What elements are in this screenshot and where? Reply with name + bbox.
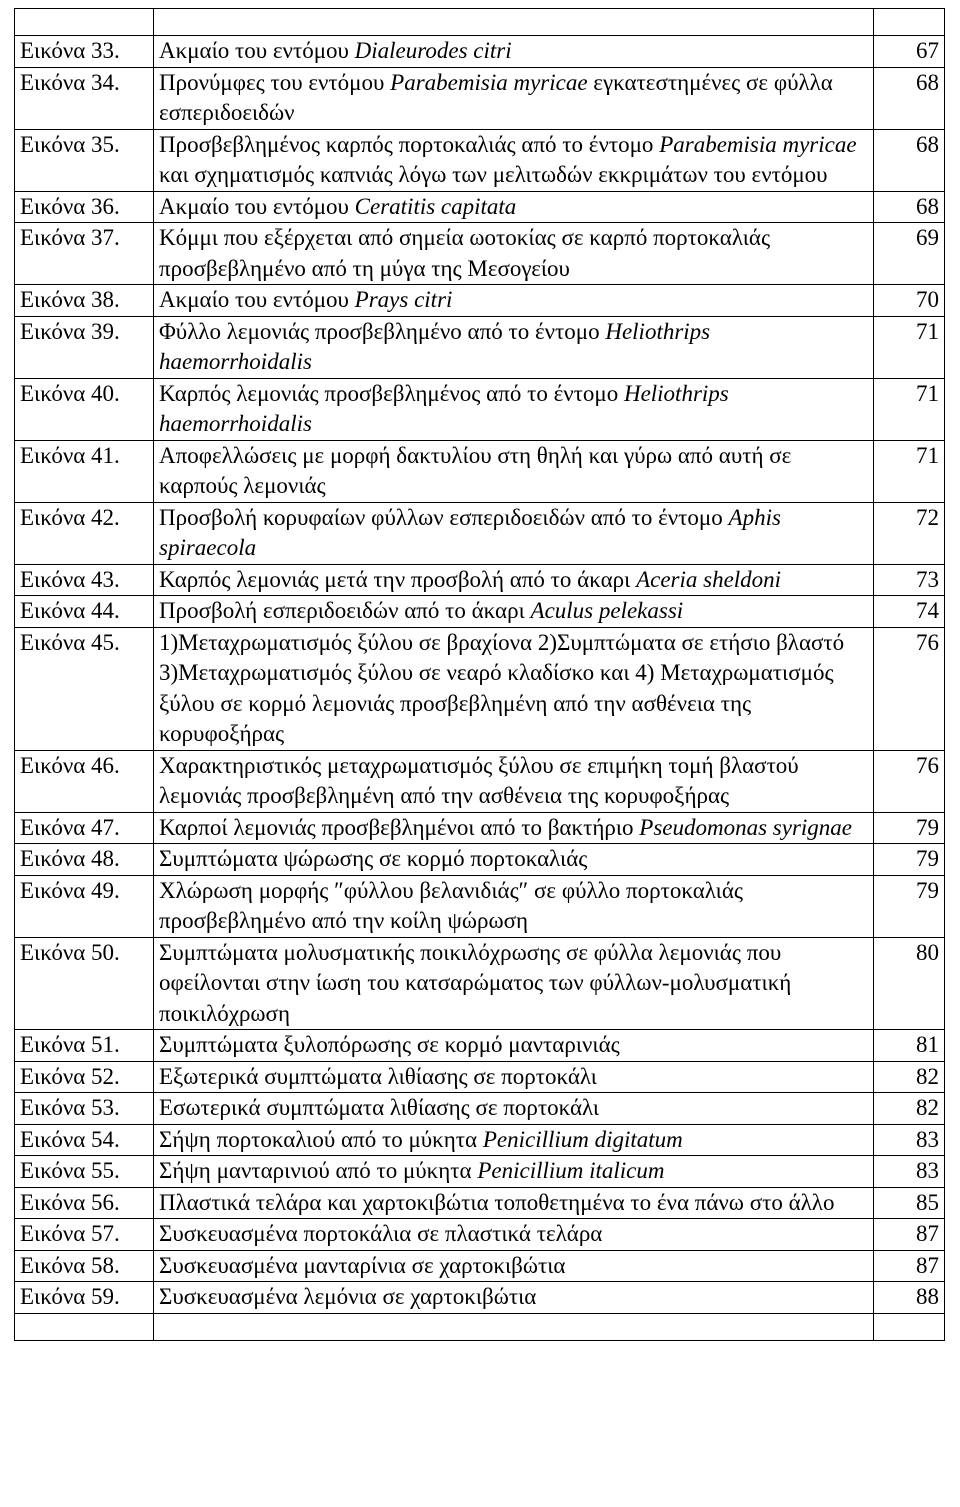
figure-label: Εικόνα 44.	[15, 596, 154, 628]
figure-label: Εικόνα 41.	[15, 440, 154, 502]
caption-text: Συσκευασμένα μανταρίνια σε χαρτοκιβώτια	[159, 1252, 566, 1278]
page-number: 68	[874, 191, 945, 223]
page-number: 67	[874, 36, 945, 68]
figure-label: Εικόνα 39.	[15, 316, 154, 378]
figure-caption	[154, 378, 874, 440]
figure-entry-row	[15, 750, 945, 812]
figure-label: Εικόνα 52.	[15, 1061, 154, 1093]
caption-text: Συσκευασμένα λεμόνια σε χαρτοκιβώτια	[159, 1284, 537, 1309]
caption-text: Χαρακτηριστικός μεταχρωματισμός ξύλου σε επιμήκη τομή βλαστού λεμονιάς προσβεβλημένη από την ασθένεια της κορυφοξήρας	[159, 752, 799, 808]
page-number: 73	[874, 564, 945, 596]
figure-label: Εικόνα 37.	[15, 223, 154, 285]
figure-caption	[154, 223, 874, 285]
caption-text: Προσβεβλημένος καρπός πορτοκαλιάς από το έντομο	[159, 131, 660, 157]
figure-entry-row	[15, 191, 945, 223]
caption-text: Εσωτερικά συμπτώματα λιθίασης σε πορτοκάλι	[159, 1095, 600, 1120]
caption-italic-text: Aceria sheldoni	[636, 566, 782, 592]
page-number: 79	[874, 844, 945, 876]
figure-label: Εικόνα 58.	[15, 1250, 154, 1282]
page-number: 69	[874, 223, 945, 285]
caption-text: 1)Μεταχρωματισμός ξύλου σε βραχίονα 2)Συμπτώματα σε ετήσιο βλαστό 3)Μεταχρωματισμός ξύλου σε νεαρό κλαδίσκο και 4) Μεταχρωματισμός ξύλου σε κορμό λεμονιάς προσβεβλημένη από την ασθένεια της κορυφοξήρας	[159, 629, 845, 746]
figure-caption	[154, 129, 874, 191]
figure-label: Εικόνα 59.	[15, 1282, 154, 1314]
figure-caption	[154, 1061, 874, 1093]
caption-italic-text: Aculus pelekassi	[530, 598, 684, 623]
figure-caption	[154, 750, 874, 812]
list-of-figures-table	[14, 8, 945, 1341]
page-number: 82	[874, 1093, 945, 1125]
figure-caption	[154, 844, 874, 876]
page-number: 83	[874, 1156, 945, 1188]
figure-label: Εικόνα 38.	[15, 285, 154, 317]
figure-label: Εικόνα 40.	[15, 378, 154, 440]
figure-label: Εικόνα 46.	[15, 750, 154, 812]
page-number: 70	[874, 285, 945, 317]
figure-entry-row	[15, 129, 945, 191]
page-number: 81	[874, 1030, 945, 1062]
figure-entry-row	[15, 875, 945, 937]
figure-entry-row	[15, 502, 945, 564]
figure-label: Εικόνα 43.	[15, 564, 154, 596]
figure-label: Εικόνα 50.	[15, 937, 154, 1030]
page-number: 88	[874, 1282, 945, 1314]
figure-caption	[154, 1030, 874, 1062]
figure-caption	[154, 316, 874, 378]
figure-label: Εικόνα 47.	[15, 812, 154, 844]
figure-label: Εικόνα 48.	[15, 844, 154, 876]
figure-entry-row	[15, 67, 945, 129]
figure-caption	[154, 36, 874, 68]
caption-text: Φύλλο λεμονιάς προσβεβλημένο από το έντομο	[159, 318, 606, 344]
caption-text: Συμπτώματα μολυσματικής ποικιλόχρωσης σε φύλλα λεμονιάς που οφείλονται στην ίωση του κατσαρώματος των φύλλων-μολυσματική ποικιλόχρωση	[159, 939, 792, 1026]
caption-italic-text: Dialeurodes citri	[354, 38, 512, 63]
caption-text: Καρπός λεμονιάς προσβεβλημένος από το έντομο	[159, 380, 624, 406]
figure-caption	[154, 1093, 874, 1125]
figure-entry-row	[15, 937, 945, 1030]
caption-text: Σήψη πορτοκαλιού από το μύκητα	[159, 1126, 483, 1152]
figure-entry-row	[15, 440, 945, 502]
figure-label: Εικόνα 57.	[15, 1219, 154, 1251]
page-number: 72	[874, 502, 945, 564]
figure-label: Εικόνα 35.	[15, 129, 154, 191]
page-number: 79	[874, 875, 945, 937]
figure-label: Εικόνα 51.	[15, 1030, 154, 1062]
figure-entry-row	[15, 36, 945, 68]
caption-text: Κόμμι που εξέρχεται από σημεία ωοτοκίας σε καρπό πορτοκαλιάς προσβεβλημένο από τη μύγα της Μεσογείου	[159, 225, 771, 281]
figure-entry-row	[15, 1156, 945, 1188]
page-number: 76	[874, 750, 945, 812]
page-number: 71	[874, 316, 945, 378]
figure-entry-row	[15, 223, 945, 285]
caption-text: Ακμαίο του εντόμου	[159, 38, 355, 63]
blank-top-row	[15, 9, 945, 36]
caption-italic-text: Parabemisia myricae	[390, 69, 588, 95]
figure-caption	[154, 627, 874, 750]
caption-italic-text: Penicillium italicum	[477, 1158, 665, 1183]
figure-entry-row	[15, 564, 945, 596]
caption-italic-text: Heliothrips haemorrhoidalis	[159, 380, 729, 436]
figure-label: Εικόνα 36.	[15, 191, 154, 223]
page-number: 82	[874, 1061, 945, 1093]
figure-entry-row	[15, 316, 945, 378]
caption-text: Συμπτώματα ξυλοπόρωσης σε κορμό μανταρινιάς	[159, 1032, 620, 1057]
caption-text: και σχηματισμός καπνιάς λόγω των μελιτωδών εκκριμάτων του εντόμου	[159, 162, 828, 187]
figure-label: Εικόνα 53.	[15, 1093, 154, 1125]
figure-label: Εικόνα 42.	[15, 502, 154, 564]
caption-text: Αποφελλώσεις με μορφή δακτυλίου στη θηλή και γύρω από αυτή σε καρπούς λεμονιάς	[159, 442, 792, 498]
caption-text: Εξωτερικά συμπτώματα λιθίασης σε πορτοκάλι	[159, 1063, 597, 1089]
page-number: 76	[874, 627, 945, 750]
figure-caption	[154, 1282, 874, 1314]
caption-text: εγκατεστημένες σε φύλλα εσπεριδοειδών	[159, 69, 833, 125]
caption-text: Προσβολή εσπεριδοειδών από το άκαρι	[159, 598, 531, 623]
figure-caption	[154, 1219, 874, 1251]
page-number: 68	[874, 129, 945, 191]
caption-text: Ακμαίο του εντόμου	[159, 287, 355, 312]
figure-caption	[154, 1156, 874, 1188]
figure-entry-row	[15, 1030, 945, 1062]
figure-caption	[154, 937, 874, 1030]
caption-text: Ακμαίο του εντόμου	[159, 193, 355, 219]
figure-caption	[154, 875, 874, 937]
figure-label: Εικόνα 56.	[15, 1187, 154, 1219]
caption-text: Χλώρωση μορφής ″φύλλου βελανιδιάς″ σε φύλλο πορτοκαλιάς προσβεβλημένο από την κοίλη ψώρωση	[159, 877, 744, 933]
figure-entry-row	[15, 285, 945, 317]
caption-italic-text: Ceratitis capitata	[354, 193, 517, 219]
figure-caption	[154, 1124, 874, 1156]
caption-text: Συσκευασμένα πορτοκάλια σε πλαστικά τελάρα	[159, 1221, 603, 1246]
figure-caption	[154, 191, 874, 223]
page-number: 74	[874, 596, 945, 628]
figure-entry-row	[15, 1061, 945, 1093]
figure-entry-row	[15, 1219, 945, 1251]
figure-entry-row	[15, 1250, 945, 1282]
figure-entry-row	[15, 378, 945, 440]
figure-entry-row	[15, 812, 945, 844]
caption-italic-text: Prays citri	[354, 287, 453, 312]
page-number: 71	[874, 440, 945, 502]
figure-entry-row	[15, 1187, 945, 1219]
figure-label: Εικόνα 33.	[15, 36, 154, 68]
caption-text: Προνύμφες του εντόμου	[159, 69, 391, 95]
caption-italic-text: Heliothrips haemorrhoidalis	[159, 318, 711, 374]
figure-entry-row	[15, 596, 945, 628]
page-number: 87	[874, 1219, 945, 1251]
page-number: 79	[874, 812, 945, 844]
page-number: 83	[874, 1124, 945, 1156]
caption-italic-text: Penicillium digitatum	[482, 1126, 683, 1152]
figure-caption	[154, 812, 874, 844]
figure-label: Εικόνα 34.	[15, 67, 154, 129]
caption-text: Πλαστικά τελάρα και χαρτοκιβώτια τοποθετημένα το ένα πάνω στο άλλο	[159, 1189, 835, 1215]
figure-label: Εικόνα 55.	[15, 1156, 154, 1188]
blank-bottom-row	[15, 1313, 945, 1340]
figure-label: Εικόνα 49.	[15, 875, 154, 937]
page-number: 87	[874, 1250, 945, 1282]
figure-caption	[154, 502, 874, 564]
caption-text: Συμπτώματα ψώρωσης σε κορμό πορτοκαλιάς	[159, 846, 588, 871]
figure-caption	[154, 596, 874, 628]
figure-caption	[154, 67, 874, 129]
figure-entry-row	[15, 1124, 945, 1156]
figure-caption	[154, 1187, 874, 1219]
figure-caption	[154, 285, 874, 317]
figure-caption	[154, 1250, 874, 1282]
caption-italic-text: Parabemisia myricae	[659, 131, 857, 157]
caption-text: Προσβολή κορυφαίων φύλλων εσπεριδοειδών από το έντομο	[159, 504, 729, 530]
page-number: 71	[874, 378, 945, 440]
figure-entry-row	[15, 844, 945, 876]
caption-text: Καρπός λεμονιάς μετά την προσβολή από το άκαρι	[159, 566, 637, 592]
figure-caption	[154, 440, 874, 502]
page-number: 85	[874, 1187, 945, 1219]
page-number: 68	[874, 67, 945, 129]
caption-italic-text: Aphis spiraecola	[159, 504, 781, 560]
caption-italic-text: Pseudomonas syrignae	[639, 814, 852, 840]
figure-label: Εικόνα 54.	[15, 1124, 154, 1156]
figure-label: Εικόνα 45.	[15, 627, 154, 750]
figure-entry-row	[15, 1282, 945, 1314]
figure-entry-row	[15, 1093, 945, 1125]
figure-caption	[154, 564, 874, 596]
figure-entry-row	[15, 627, 945, 750]
caption-text: Σήψη μανταρινιού από το μύκητα	[159, 1158, 478, 1183]
page-number: 80	[874, 937, 945, 1030]
caption-text: Καρποί λεμονιάς προσβεβλημένοι από το βακτήριο	[159, 814, 640, 840]
